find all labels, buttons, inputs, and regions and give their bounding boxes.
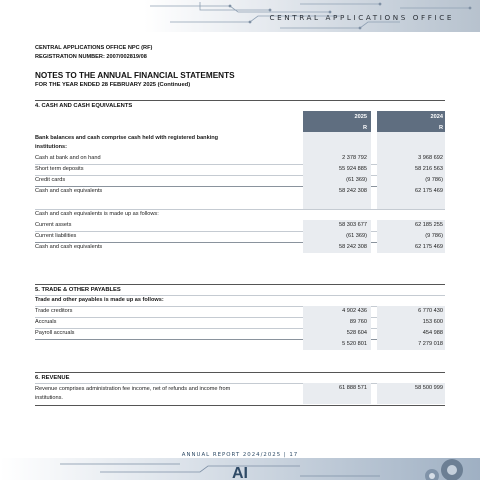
section-heading-revenue: 6. REVENUE [35,372,445,384]
cash-madeup-row [35,209,445,220]
cash-madeup-label: Cash and cash equivalents is made up as follows: [35,211,159,217]
payables-intro-text: Trade and other payables is made up as follows: [35,297,164,303]
table-row-total: 5 520 801 7 279 018 [35,339,445,350]
year-header-row [35,111,445,122]
org-block [35,44,152,62]
cash-table [35,111,445,253]
table-row: Accruals 89 760 153 600 [35,317,445,328]
table-row: Credit cards (61 369) (9 786) [35,175,445,186]
footer-decoration [0,458,480,480]
section-heading-payables: 5. TRADE & OTHER PAYABLES [35,284,445,296]
registration-number: REGISTRATION NUMBER: 2007/002819/08 [35,54,147,60]
notes-subtitle: FOR THE YEAR ENDED 28 FEBRUARY 2025 (Continued) [35,82,191,88]
col-2024-year: 2024 [377,111,445,122]
page-footer: ANNUAL REPORT 2024/2025 | 17 [181,452,299,458]
cash-intro-text: Bank balances and cash comprise cash held with registered banking institutions: [35,135,219,150]
payables-intro-row [35,295,445,306]
table-row: Current assets 58 303 677 62 185 255 [35,220,445,231]
table-row-total: Cash and cash equivalents 58 242 308 62 175 469 [35,186,445,197]
header-banner [0,0,480,32]
payables-table [35,295,445,350]
table-row: Short term deposits 55 924 885 58 216 563 [35,164,445,175]
col-2024-unit: R [377,122,445,132]
notes-title: NOTES TO THE ANNUAL FINANCIAL STATEMENTS [35,71,235,80]
table-row: Revenue comprises administration fee income, net of refunds and income from institutions. 61 888 571 58 500 999 [35,383,445,404]
col-2025-year: 2025 [303,111,371,122]
unit-header-row [35,122,445,132]
col-2025-unit: R [303,122,371,132]
table-row: Cash at bank and on hand 2 378 792 3 968 692 [35,153,445,164]
ai-logo: AI [232,465,248,480]
org-name: CENTRAL APPLICATIONS OFFICE NPC (RF) [35,45,153,51]
table-row: Trade creditors 4 902 436 6 770 430 [35,306,445,317]
table-row: Current liabilities (61 369) (9 786) [35,231,445,242]
table-bottom-rule [35,405,445,406]
section-heading-cash: 4. CASH AND CASH EQUIVALENTS [35,100,445,112]
table-row: Payroll accruals 528 604 454 988 [35,328,445,339]
revenue-text: Revenue comprises administration fee income, net of refunds and income from institutions. [35,386,231,401]
banner-title: CENTRAL APPLICATIONS OFFICE [269,13,454,22]
revenue-table [35,383,445,404]
cash-intro-row [35,132,445,153]
table-row-total: Cash and cash equivalents 58 242 308 62 175 469 [35,242,445,253]
